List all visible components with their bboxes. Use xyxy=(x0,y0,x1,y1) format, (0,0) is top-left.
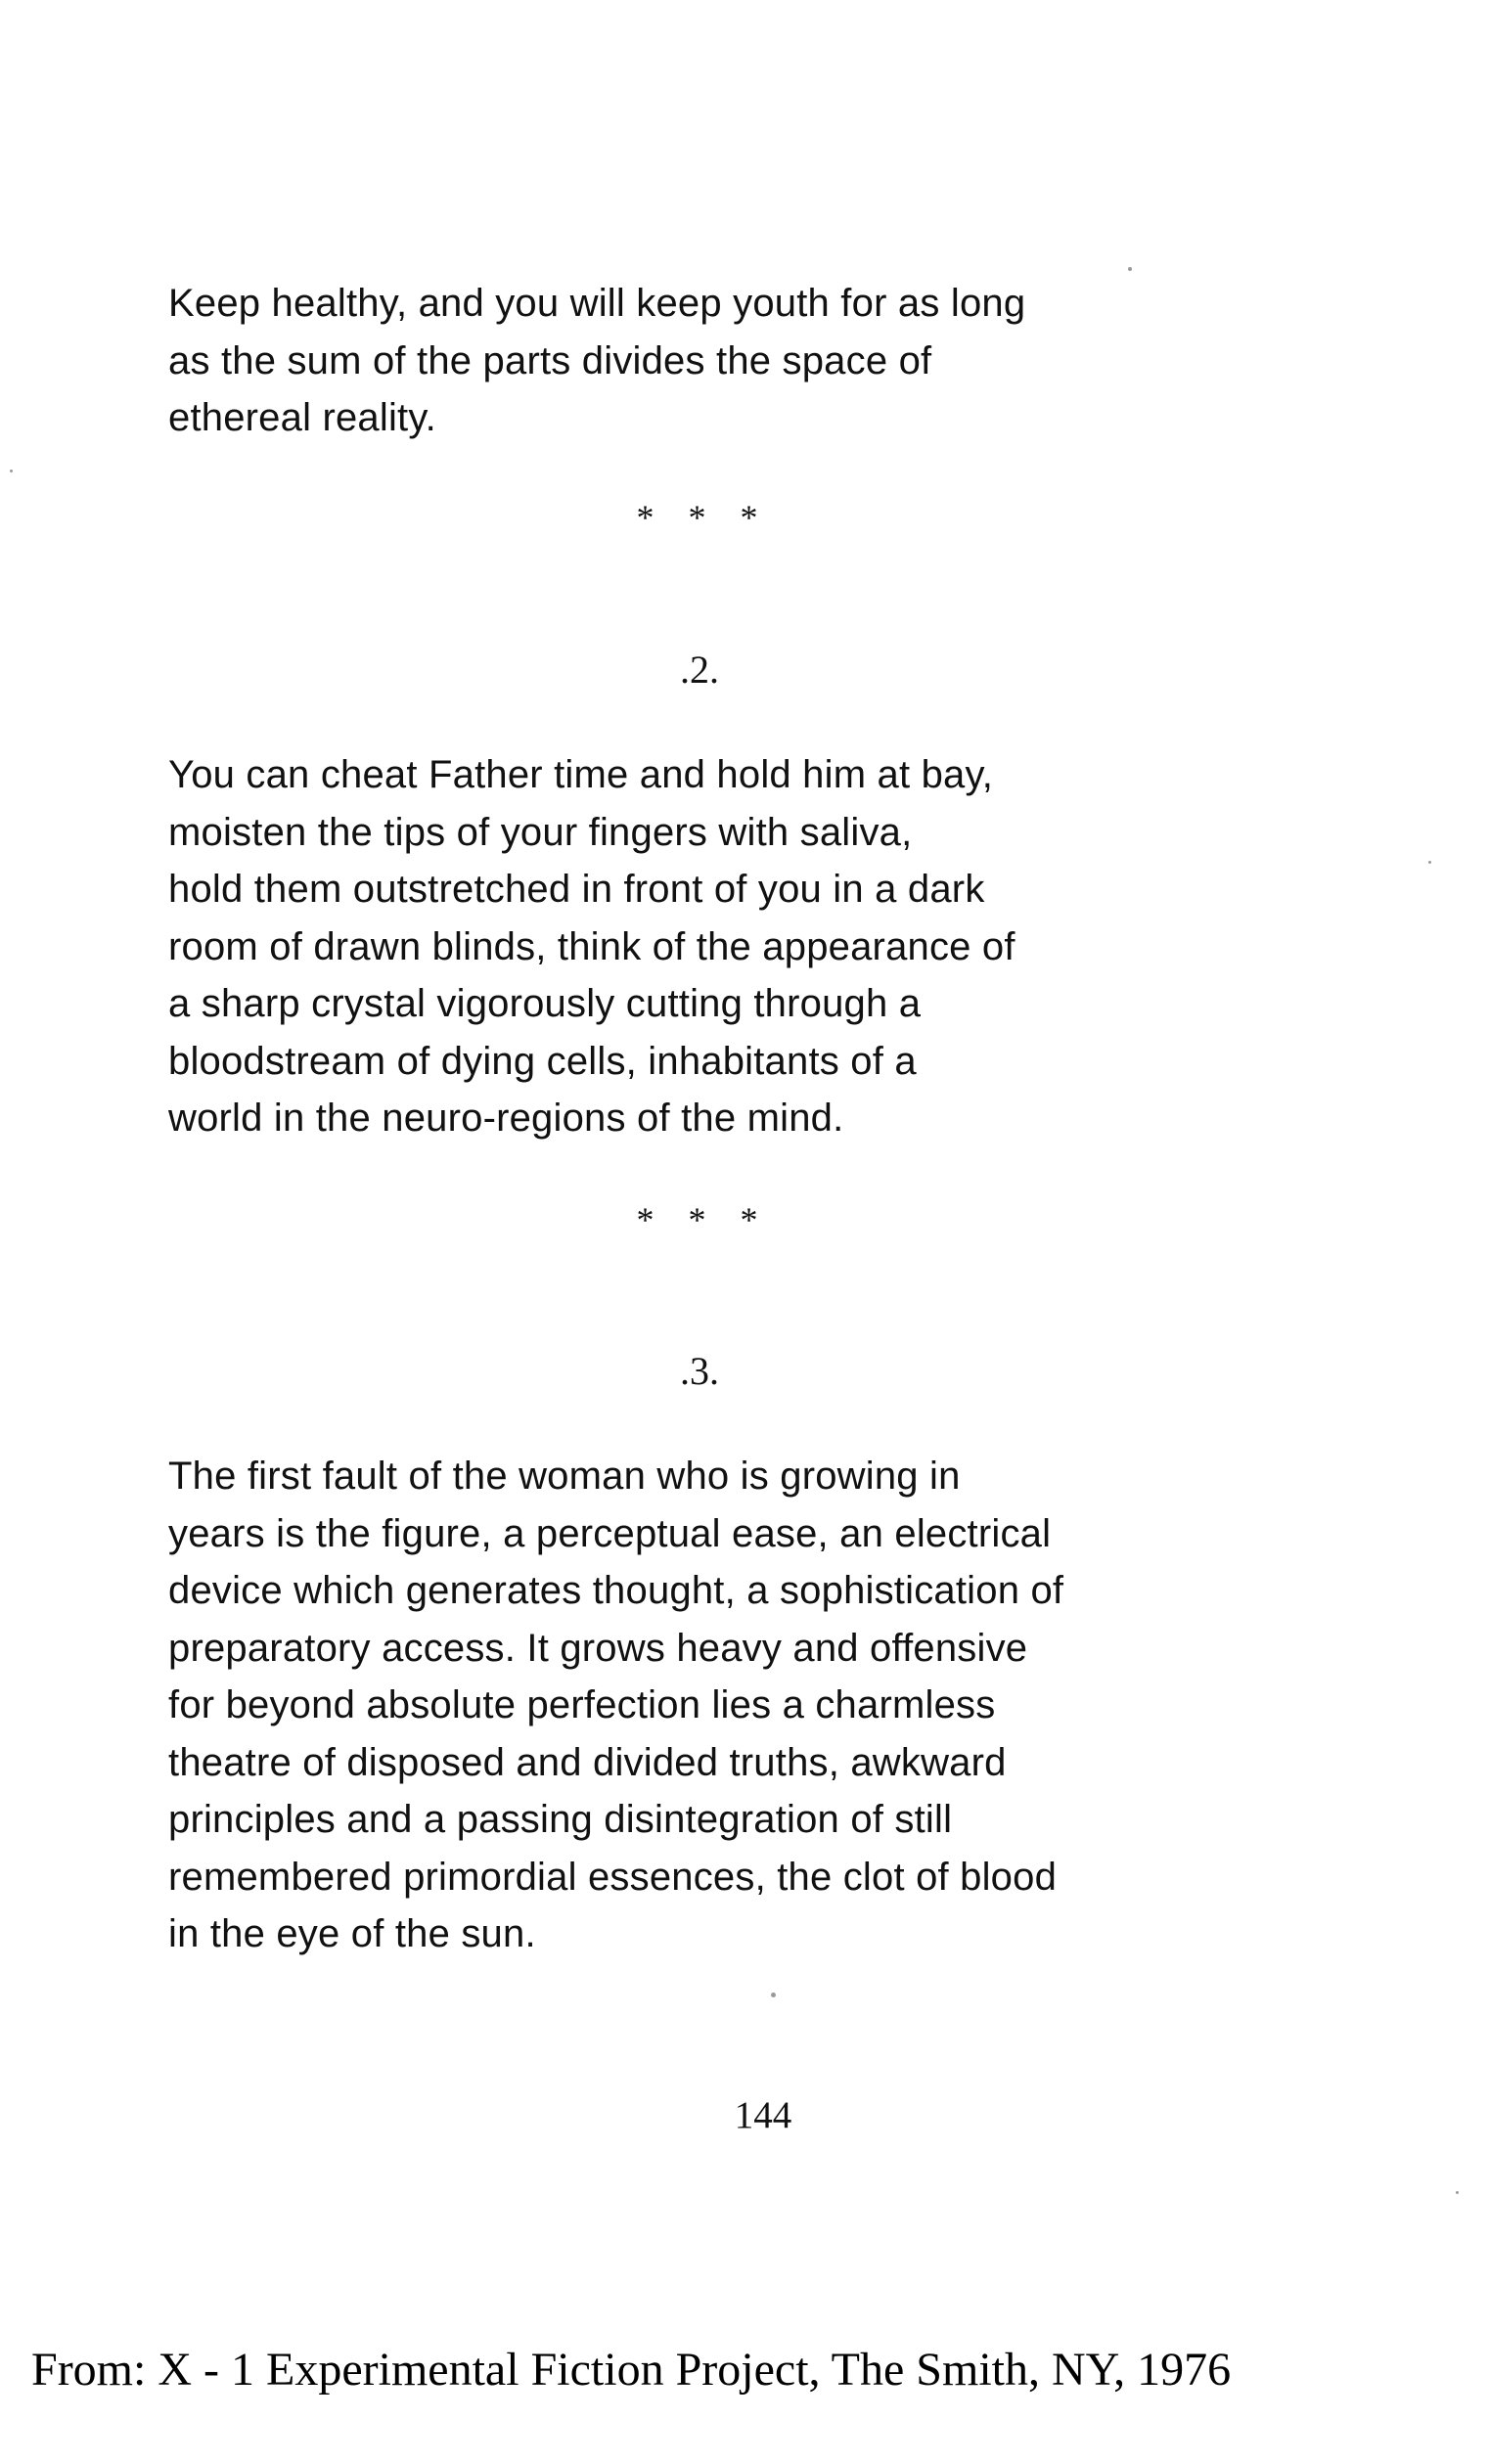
paragraph-line: The first fault of the woman who is growing in xyxy=(168,1455,961,1498)
page-number: 144 xyxy=(734,2094,792,2136)
paragraph-line: in the eye of the sun. xyxy=(168,1912,536,1955)
paragraph-line: years is the figure, a perceptual ease, an electrical xyxy=(168,1511,1052,1555)
scan-speck xyxy=(771,1993,776,1997)
paragraph-line: remembered primordial essences, the clot of blood xyxy=(168,1855,1058,1899)
paragraph-line: moisten the tips of your fingers with saliva, xyxy=(168,810,913,854)
section-number-3: .3. xyxy=(680,1349,719,1393)
paragraph-line: device which generates thought, a sophistication of xyxy=(168,1569,1064,1612)
paragraph-line: for beyond absolute perfection lies a charmless xyxy=(168,1683,996,1726)
section-2-text xyxy=(168,746,1015,1147)
section-separator: * * * xyxy=(636,1200,758,1239)
scan-speck xyxy=(10,470,13,472)
paragraph-1 xyxy=(168,275,1025,447)
source-citation: From: X - 1 Experimental Fiction Project, The Smith, NY, 1976 xyxy=(31,2344,1232,2396)
paragraph-line: bloodstream of dying cells, inhabitants of a xyxy=(168,1039,917,1083)
paragraph-line: room of drawn blinds, think of the appearance of xyxy=(168,924,1015,968)
paragraph-line: preparatory access. It grows heavy and offensive xyxy=(168,1626,1028,1670)
paragraph-line: theatre of disposed and divided truths, awkward xyxy=(168,1740,1007,1784)
section-number-2: .2. xyxy=(680,648,719,692)
section-3-text xyxy=(168,1448,1063,1963)
section-separator: * * * xyxy=(636,498,758,537)
paragraph-line: You can cheat Father time and hold him at bay, xyxy=(168,753,994,796)
scan-speck xyxy=(1428,861,1431,864)
scan-speck xyxy=(1456,2191,1459,2194)
paragraph-line: Keep healthy, and you will keep youth for as long xyxy=(168,282,1026,325)
scan-speck xyxy=(1128,267,1132,271)
paragraph-line: world in the neuro-regions of the mind. xyxy=(168,1097,844,1140)
paragraph-line: a sharp crystal vigorously cutting through a xyxy=(168,982,922,1025)
paragraph-line: as the sum of the parts divides the space of xyxy=(168,338,932,382)
paragraph-line: ethereal reality. xyxy=(168,396,436,439)
paragraph-line: principles and a passing disintegration of still xyxy=(168,1798,953,1841)
paragraph-line: hold them outstretched in front of you in a dark xyxy=(168,868,985,911)
